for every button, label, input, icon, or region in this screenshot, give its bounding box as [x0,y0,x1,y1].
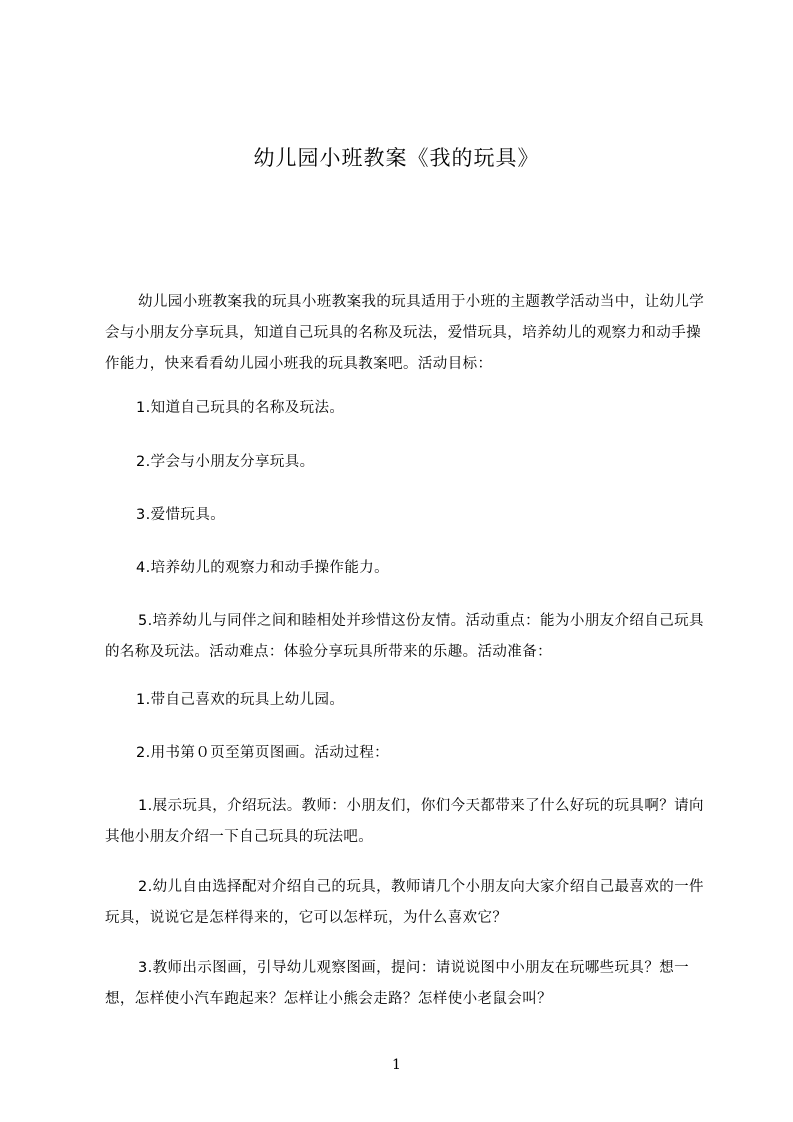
paragraph-process-1: 1.展示玩具，介绍玩法。教师：小朋友们，你们今天都带来了什么好玩的玩具啊？请向其他小朋友介绍一下自己玩具的玩法吧。 [105,798,704,845]
paragraph-prep-2: 2.用书第０页至第页图画。活动过程： [136,745,390,761]
document-title: 幼儿园小班教案《我的玩具》 [253,146,540,170]
paragraph-process-2: 2.幼儿自由选择配对介绍自己的玩具，教师请几个小朋友向大家介绍自己最喜欢的一件玩具，说说它是怎样得来的，它可以怎样玩，为什么喜欢它？ [105,879,704,926]
paragraph-goal-1: 1.知道自己玩具的名称及玩法。 [136,400,345,416]
paragraph-prep-1: 1.带自己喜欢的玩具上幼儿园。 [136,692,345,708]
paragraph-goal-2: 2.学会与小朋友分享玩具。 [136,454,315,470]
paragraph-process-3: 3.教师出示图画，引导幼儿观察图画，提问：请说说图中小朋友在玩哪些玩具？想一想，怎样使小汽车跑起来？怎样让小熊会走路？怎样使小老鼠会叫？ [105,960,690,1007]
paragraph-goal-5: 5.培养幼儿与同伴之间和睦相处并珍惜这份友情。活动重点：能为小朋友介绍自己玩具的名称及玩法。活动难点：体验分享玩具所带来的乐趣。活动准备： [105,613,704,660]
page-number: 1 [392,1057,401,1073]
paragraph-goal-4: 4.培养幼儿的观察力和动手操作能力。 [136,560,390,576]
paragraph-intro: 幼儿园小班教案我的玩具小班教案我的玩具适用于小班的主题教学活动当中，让幼儿学会与小朋友分享玩具，知道自己玩具的名称及玩法，爱惜玩具，培养幼儿的观察力和动手操作能力，快来看看幼儿园小班我的玩具教案吧。活动目标： [105,294,705,372]
paragraph-goal-3: 3.爱惜玩具。 [136,507,226,523]
